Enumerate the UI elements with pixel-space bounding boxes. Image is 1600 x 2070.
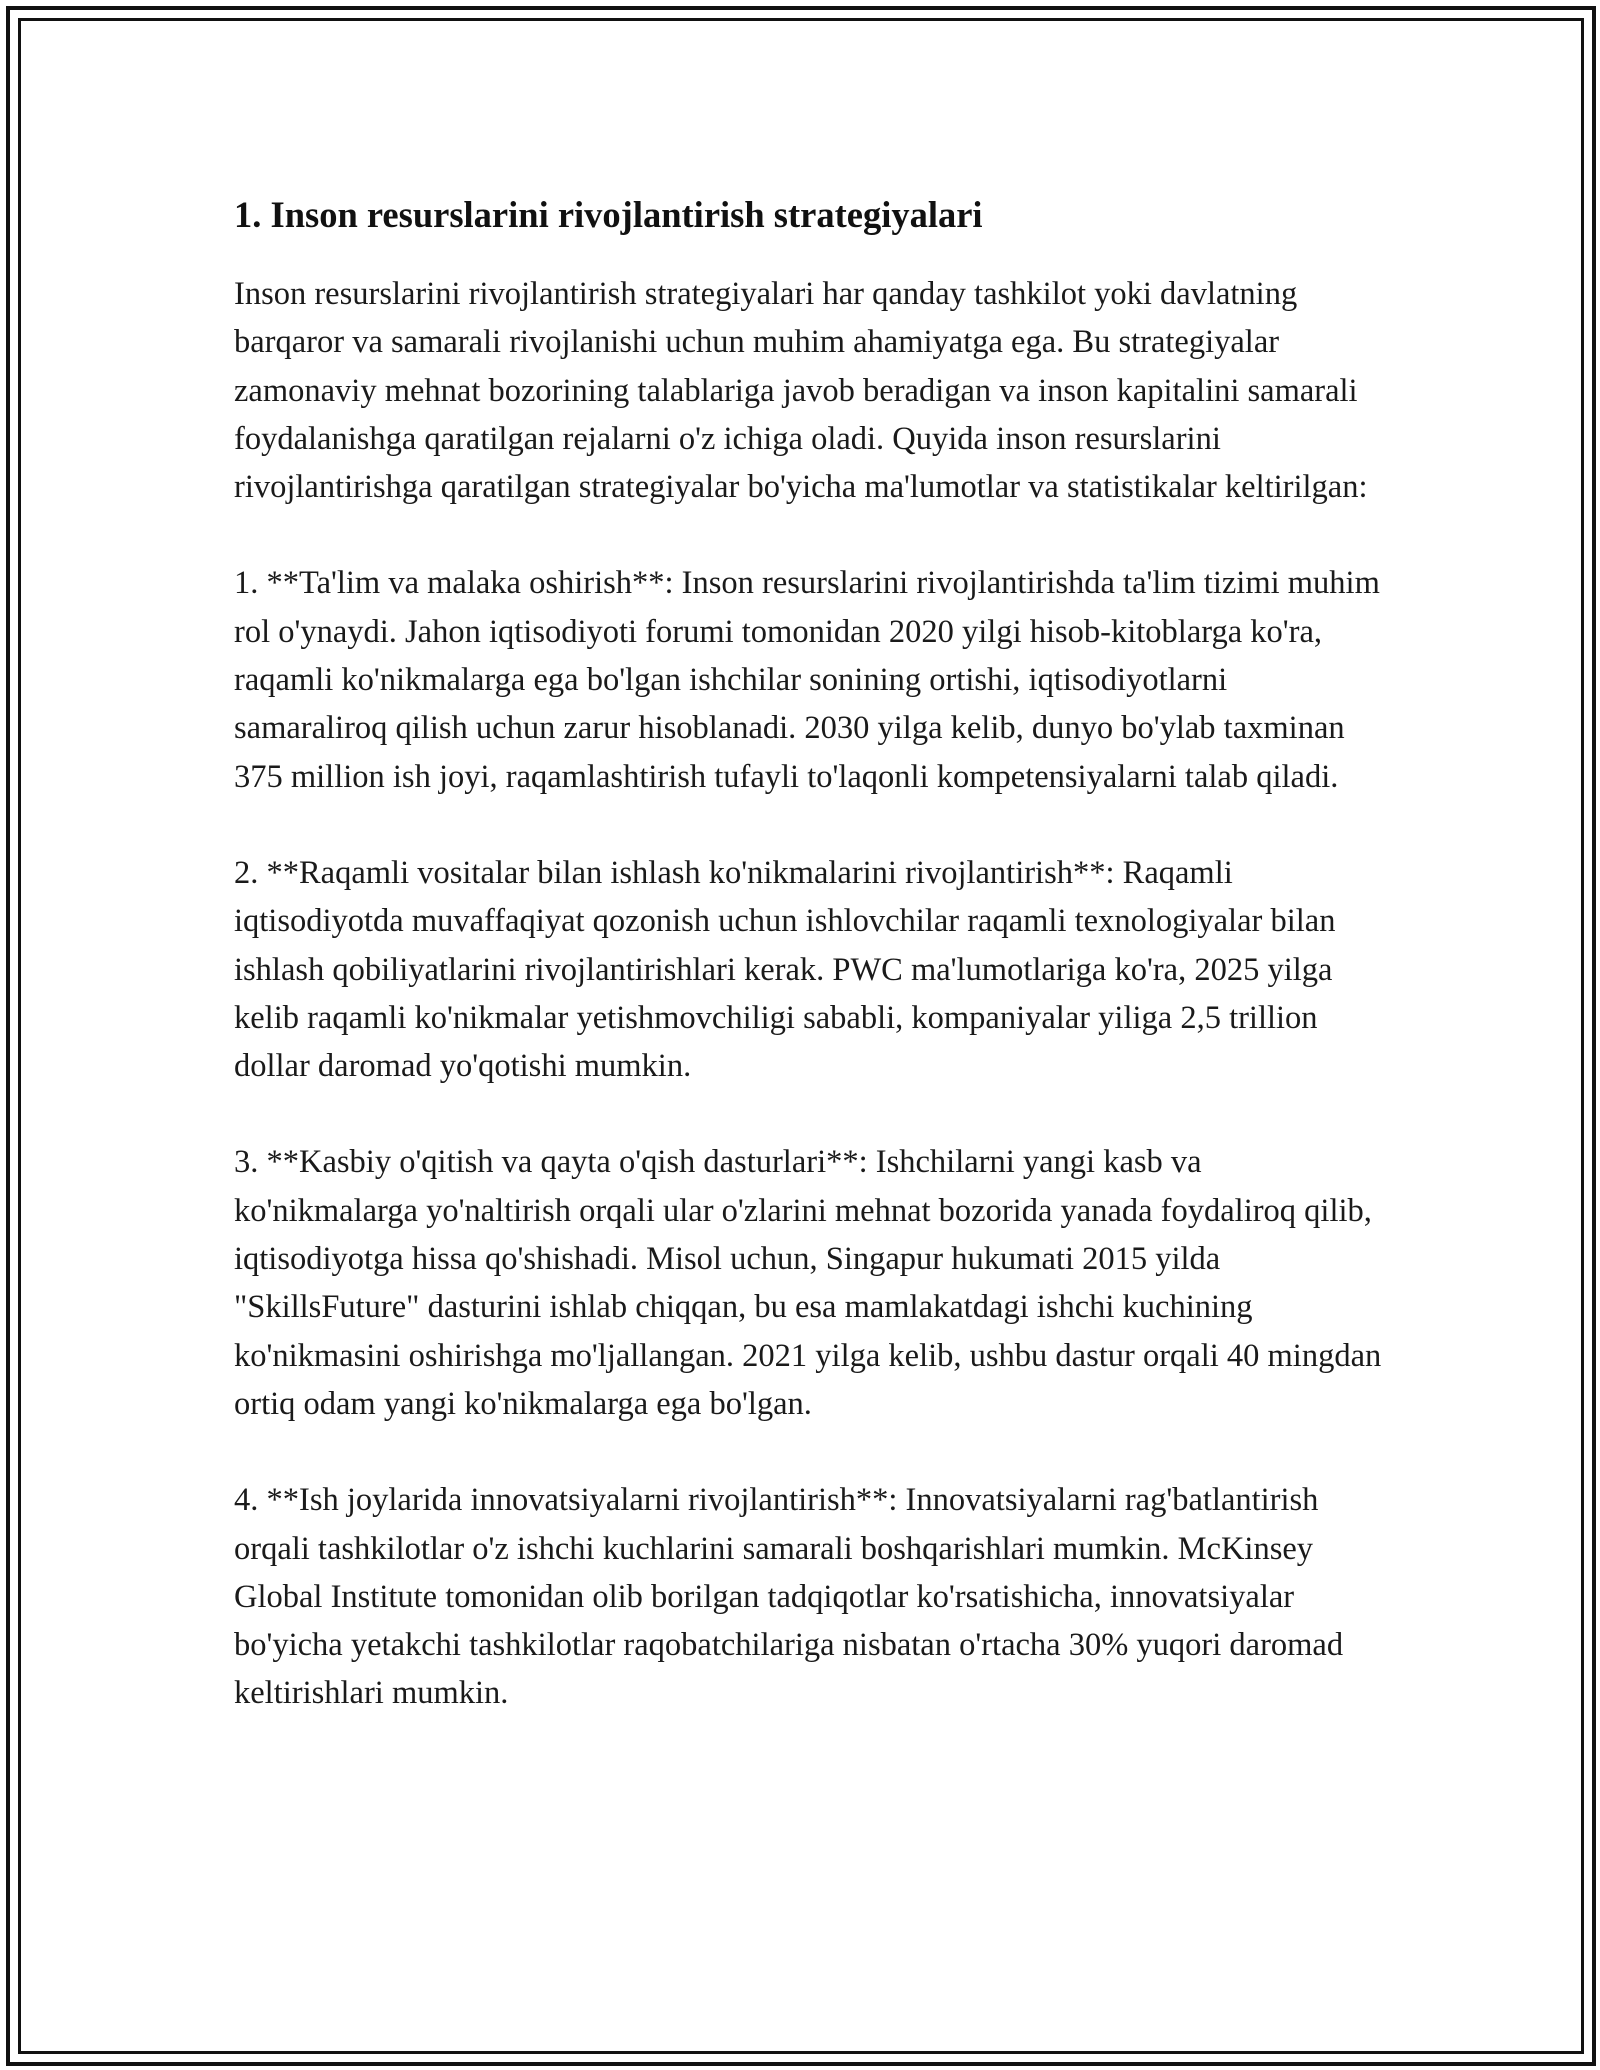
section-heading: 1. Inson resurslarini rivojlantirish strategiyalari (234, 194, 983, 235)
intro-paragraph: Inson resurslarini rivojlantirish strategiyalari har qanday tashkilot yoki davlatning barqaror va samarali rivojlanishi uchun muhim ahamiyatga ega. Bu strategiyalar zamonaviy mehnat bozorining talablariga javob beradigan va inson kapitalini samarali foydalanishga qaratilgan rejalarni o'z ichiga oladi. Quyida inson resurslarini rivojlantirishga qaratilgan strategiyalar bo'yicha ma'lumotlar va statistikalar keltirilgan: (234, 276, 1368, 506)
strategy-paragraph-1: 1. **Ta'lim va malaka oshirish**: Inson resurslarini rivojlantirishda ta'lim tizimi muhim rol o'ynaydi. Jahon iqtisodiyoti forumi tomonidan 2020 yilgi hisob-kitoblarga ko'ra, raqamli ko'nikmalarga ega bo'lgan ishchilar sonining ortishi, iqtisodiyotlarni samaraliroq qilish uchun zarur hisoblanadi. 2030 yilga kelib, dunyo bo'ylab taxminan 375 million ish joyi, raqamlashtirish tufayli to'laqonli kompetensiyalarni talab qiladi. (234, 565, 1380, 795)
document-body (234, 190, 1382, 1766)
strategy-paragraph-4: 4. **Ish joylarida innovatsiyalarni rivojlantirish**: Innovatsiyalarni rag'batlantirish orqali tashkilotlar o'z ishchi kuchlarini samarali boshqarishlari mumkin. McKinsey Global Institute tomonidan olib borilgan tadqiqotlar ko'rsatishicha, innovatsiyalar bo'yicha yetakchi tashkilotlar raqobatchilariga nisbatan o'rtacha 30% yuqori daromad keltirishlari mumkin. (234, 1482, 1344, 1712)
strategy-paragraph-3: 3. **Kasbiy o'qitish va qayta o'qish dasturlari**: Ishchilarni yangi kasb va ko'nikmalarga yo'naltirish orqali ular o'zlarini mehnat bozorida yanada foydaliroq qilib, iqtisodiyotga hissa qo'shishadi. Misol uchun, Singapur hukumati 2015 yilda "SkillsFuture" dasturini ishlab chiqqan, bu esa mamlakatdagi ishchi kuchining ko'nikmasini oshirishga mo'ljallangan. 2021 yilga kelib, ushbu dastur orqali 40 mingdan ortiq odam yangi ko'nikmalarga ega bo'lgan. (234, 1144, 1382, 1422)
strategy-paragraph-2: 2. **Raqamli vositalar bilan ishlash ko'nikmalarini rivojlantirish**: Raqamli iqtisodiyotda muvaffaqiyat qozonish uchun ishlovchilar raqamli texnologiyalar bilan ishlash qobiliyatlarini rivojlantirishlari kerak. PWC ma'lumotlariga ko'ra, 2025 yilga kelib raqamli ko'nikmalar yetishmovchiligi sababli, kompaniyalar yiliga 2,5 trillion dollar daromad yo'qotishi mumkin. (234, 854, 1336, 1085)
